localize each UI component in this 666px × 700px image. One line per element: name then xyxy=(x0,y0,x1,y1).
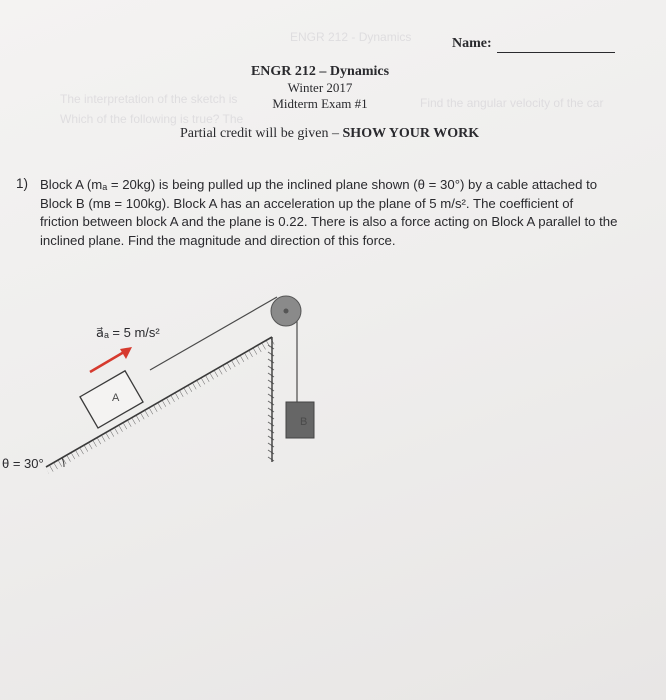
cable-incline xyxy=(150,297,277,370)
incline-diagram xyxy=(0,280,340,480)
instructions-prefix: Partial credit will be given – xyxy=(180,126,343,141)
exam-header xyxy=(240,64,400,112)
pulley-hub xyxy=(284,309,289,314)
question-line: friction between block A and the plane is 0.22. There is also a force acting on Block A parallel to the xyxy=(40,214,618,229)
question-text xyxy=(40,176,640,250)
wall-hatch xyxy=(268,345,274,461)
block-b-label: B xyxy=(300,416,308,428)
question-line: Block B (mʙ = 100kg). Block A has an acceleration up the plane of 5 m/s². The coefficient of xyxy=(40,195,574,211)
name-input-line[interactable] xyxy=(497,52,615,53)
question-number: 1) xyxy=(16,176,29,191)
exam-title: Midterm Exam #1 xyxy=(272,96,368,111)
instructions-emphasis: SHOW YOUR WORK xyxy=(342,126,480,141)
block-a-label: A xyxy=(112,392,120,404)
term: Winter 2017 xyxy=(287,80,353,95)
incline-hatch xyxy=(46,338,275,474)
acceleration-arrow xyxy=(90,347,132,372)
bleed-through-text: The interpretation of the sketch is xyxy=(60,92,238,106)
bleed-through-text: ENGR 212 - Dynamics xyxy=(290,30,412,44)
bleed-through-text: Find the angular velocity of the car xyxy=(420,96,604,110)
course-title: ENGR 212 – Dynamics xyxy=(250,64,390,79)
instructions xyxy=(180,126,479,142)
acceleration-label: a⃗ₐ = 5 m/s² xyxy=(96,325,160,340)
bleed-through-text: Which of the following is true? The xyxy=(60,112,244,126)
name-label: Name: xyxy=(452,36,492,51)
angle-label: θ = 30° xyxy=(2,456,44,471)
incline-surface xyxy=(46,337,272,467)
question-line: Block A (mₐ = 20kg) is being pulled up the inclined plane shown (θ = 30°) by a cable attached to xyxy=(40,177,598,192)
question-line: inclined plane. Find the magnitude and direction of this force. xyxy=(40,232,396,248)
